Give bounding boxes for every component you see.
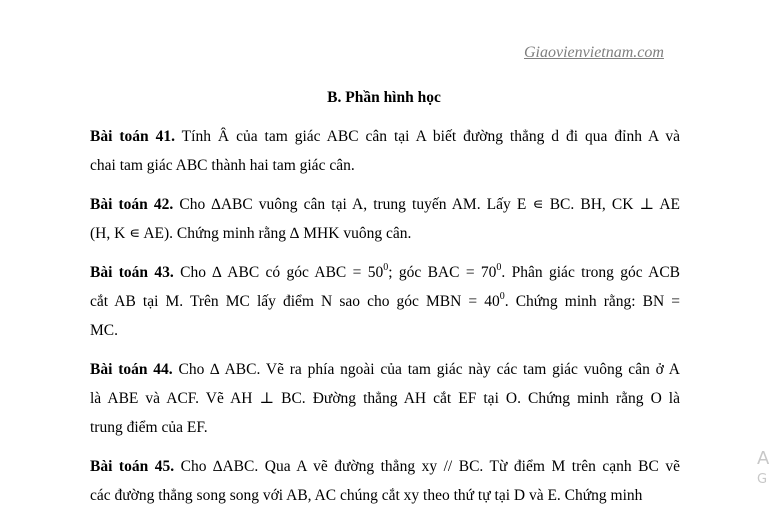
text-line [90,156,680,185]
problem-text: Cho ∆ABC vuông cân tại A, trung tuyến AM. Lấy E ∊ BC. BH, CK ⊥ AE [173,196,680,213]
degree-superscript: 0 [499,291,505,302]
problem-label: Bài toán 44. [90,361,173,378]
problem-label: Bài toán 43. [90,264,174,281]
problem-text: . Chứng minh rằng: BN = [504,293,681,310]
text-line [90,389,680,418]
problem-text: là ABE và ACF. Vẽ AH ⊥ BC. Đường thẳng AH cắt EF tại O. Chứng minh rằng O là [90,390,680,407]
problem-text: (H, K ∊ AE). Chứng minh rằng ∆ MHK vuông cân. [90,225,412,242]
text-line [90,292,680,321]
problem-label: Bài toán 42. [90,196,174,213]
text-line [90,418,680,447]
problem-text: . Phân giác trong góc ACB [501,264,680,281]
document-body [90,127,680,525]
text-line [90,195,680,224]
text-line [90,263,680,292]
section-heading: B. Phần hình học [327,89,441,106]
problem-41 [90,127,680,185]
text-line [90,321,680,350]
problem-43 [90,263,680,350]
problem-text: Cho ∆ ABC có góc ABC = 50 [173,264,384,281]
text-line [90,486,680,515]
text-line [90,224,680,253]
problem-label: Bài toán 41. [90,128,175,145]
degree-superscript: 0 [496,262,502,273]
degree-superscript: 0 [383,262,389,273]
problem-text: trung điểm của EF. [90,419,208,436]
problem-text: ; góc BAC = 70 [388,264,497,281]
problem-45 [90,457,680,515]
activation-watermark-line2: G [757,472,768,487]
problem-text: Cho ∆ ABC. Vẽ ra phía ngoài của tam giác này các tam giác vuông cân ở A [172,361,680,378]
activation-watermark-line1: A [757,448,769,469]
problem-text: Cho ∆ABC. Qua A vẽ đường thẳng xy // BC. Từ điểm M trên cạnh BC vẽ [174,458,680,475]
problem-42 [90,195,680,253]
text-line [90,360,680,389]
problem-text: Tính Â của tam giác ABC cân tại A biết đường thẳng d đi qua đỉnh A và [174,128,680,145]
website-watermark: Giaovienvietnam.com [524,44,664,61]
text-line [90,127,680,156]
problem-text: chai tam giác ABC thành hai tam giác cân. [90,157,355,174]
problem-text: các đường thẳng song song với AB, AC chúng cắt xy theo thứ tự tại D và E. Chứng minh [90,487,643,504]
problem-text: MC. [90,322,118,339]
text-line [90,457,680,486]
problem-text: cắt AB tại M. Trên MC lấy điểm N sao cho góc MBN = 40 [90,293,500,310]
problem-label: Bài toán 45. [90,458,175,475]
problem-44 [90,360,680,447]
